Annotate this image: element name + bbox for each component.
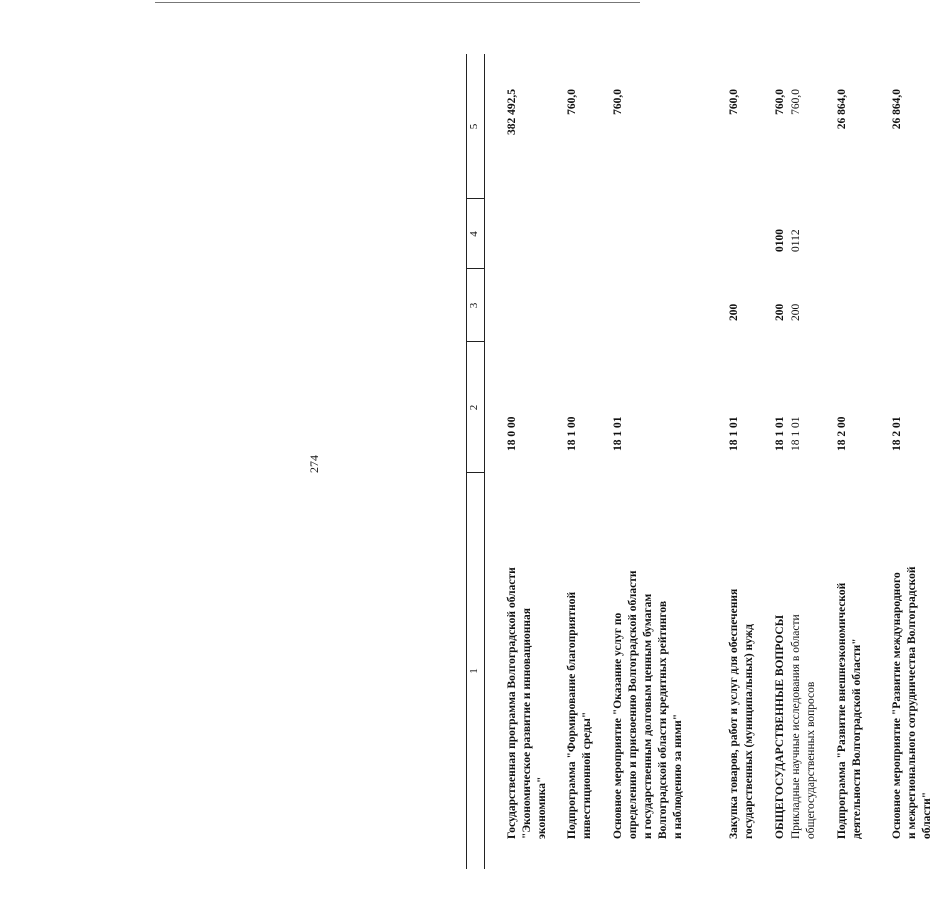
row-code: 18 0 00 — [506, 416, 518, 451]
row-code: 18 1 01 — [728, 416, 740, 451]
row-sum: 760,0 — [774, 89, 786, 115]
row-sum: 760,0 — [790, 89, 802, 115]
header-col-5: 5 — [468, 123, 480, 130]
row-name: Государственная программа Волгоградской области "Экономическое развитие и инновационная экономика" — [506, 567, 548, 839]
row-code: 18 2 01 — [891, 416, 903, 451]
row-rz: 0112 — [790, 229, 802, 252]
row-name: Прикладные научные исследования в области общегосударственных вопросов — [790, 614, 817, 839]
header-col-3: 3 — [468, 302, 480, 309]
row-name: Подпрограмма "Формирование благоприятной инвестиционной среды" — [566, 591, 593, 839]
row-name: ОБЩЕГОСУДАРСТВЕННЫЕ ВОПРОСЫ — [774, 614, 786, 839]
top-rule — [155, 2, 640, 3]
row-code: 18 1 01 — [612, 416, 624, 451]
header-top-rule — [466, 54, 467, 869]
row-name: Основное мероприятие "Развитие международного и межрегионального сотрудничества Волгоградской области" — [891, 566, 933, 839]
header-col-2: 2 — [468, 404, 480, 411]
row-code: 18 1 01 — [790, 416, 802, 451]
row-sum: 382 492,5 — [506, 89, 518, 135]
header-bottom-rule — [484, 54, 485, 869]
header-col-4: 4 — [468, 231, 480, 237]
row-vr: 200 — [790, 303, 802, 321]
row-rz: 0100 — [774, 229, 786, 252]
row-name: Подпрограмма "Развитие внешнеэкономической деятельности Волгоградской области" — [836, 582, 863, 839]
row-code: 18 1 01 — [774, 416, 786, 451]
row-name: Основное мероприятие "Оказание услуг по определению и присвоению Волгоградской области и государственным долговым ценным бумагам Волгоградской области кредитных рейтингов и наблюдению за ними" — [612, 570, 684, 839]
row-code: 18 1 00 — [566, 416, 578, 451]
page-number: 274 — [307, 455, 321, 473]
row-sum: 760,0 — [612, 89, 624, 115]
budget-table — [0, 54, 933, 869]
row-sum: 760,0 — [566, 89, 578, 115]
row-name: Закупка товаров, работ и услуг для обеспечения государственных (муниципальных) нужд — [728, 588, 755, 839]
row-sum: 26 864,0 — [891, 89, 903, 130]
row-code: 18 2 00 — [836, 416, 848, 451]
row-sum: 26 864,0 — [836, 89, 848, 130]
row-sum: 760,0 — [728, 89, 740, 115]
row-vr: 200 — [774, 303, 786, 321]
header-col-1: 1 — [468, 668, 480, 674]
row-vr: 200 — [728, 303, 740, 321]
